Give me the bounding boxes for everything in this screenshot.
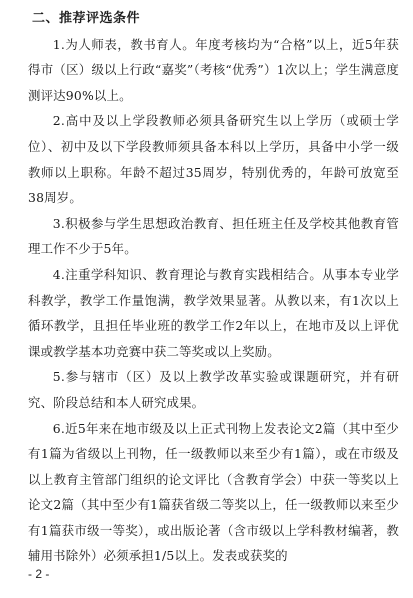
criterion-2: 2.高中及以上学段教师必须具备研究生以上学历（或硕士学位）、初中及以下学段教师须具备本科以上学历，具备中小学一级教师以上职称。年龄不超过35周岁，特别优秀的，年龄可放宽至38周岁。 xyxy=(28,113,399,206)
criterion-6: 6.近5年来在地市级及以上正式刊物上发表论文2篇（其中至少有1篇为省级以上刊物，任一级教师以来至少有1篇），或在市级及以上教育主管部门组织的论文评比（含教育学会）中获一等奖以上论文2篇（其中至少有1篇获省级二等奖以上，任一级教师以来至少有1篇获市级一等奖），或出版论著（含市级以上学科教材编著，教辅用书除外）必须承担1/5以上。发表或获奖的 xyxy=(28,420,399,564)
criterion-1: 1.为人师表，教书育人。年度考核均为“合格”以上，近5年获得市（区）级以上行政“嘉奖”（考核“优秀”）1次以上；学生满意度测评达90%以上。 xyxy=(28,36,399,103)
page-number: - 2 - xyxy=(28,567,50,582)
criterion-4: 4.注重学科知识、教育理论与教育实践相结合。从事本专业学科教学，教学工作量饱满，教学效果显著。从教以来，有1次以上循环教学，且担任毕业班的教学工作2年以上，在地市及以上评优课或教学基本功竞赛中获二等奖或以上奖励。 xyxy=(28,266,399,359)
criterion-3: 3.积极参与学生思想政治教育、担任班主任及学校其他教育管理工作不少于5年。 xyxy=(28,215,399,257)
criterion-5: 5.参与辖市（区）及以上教学改革实验或课题研究，并有研究、阶段总结和本人研究成果。 xyxy=(28,369,399,410)
section-heading: 二、推荐评选条件 xyxy=(32,11,141,26)
